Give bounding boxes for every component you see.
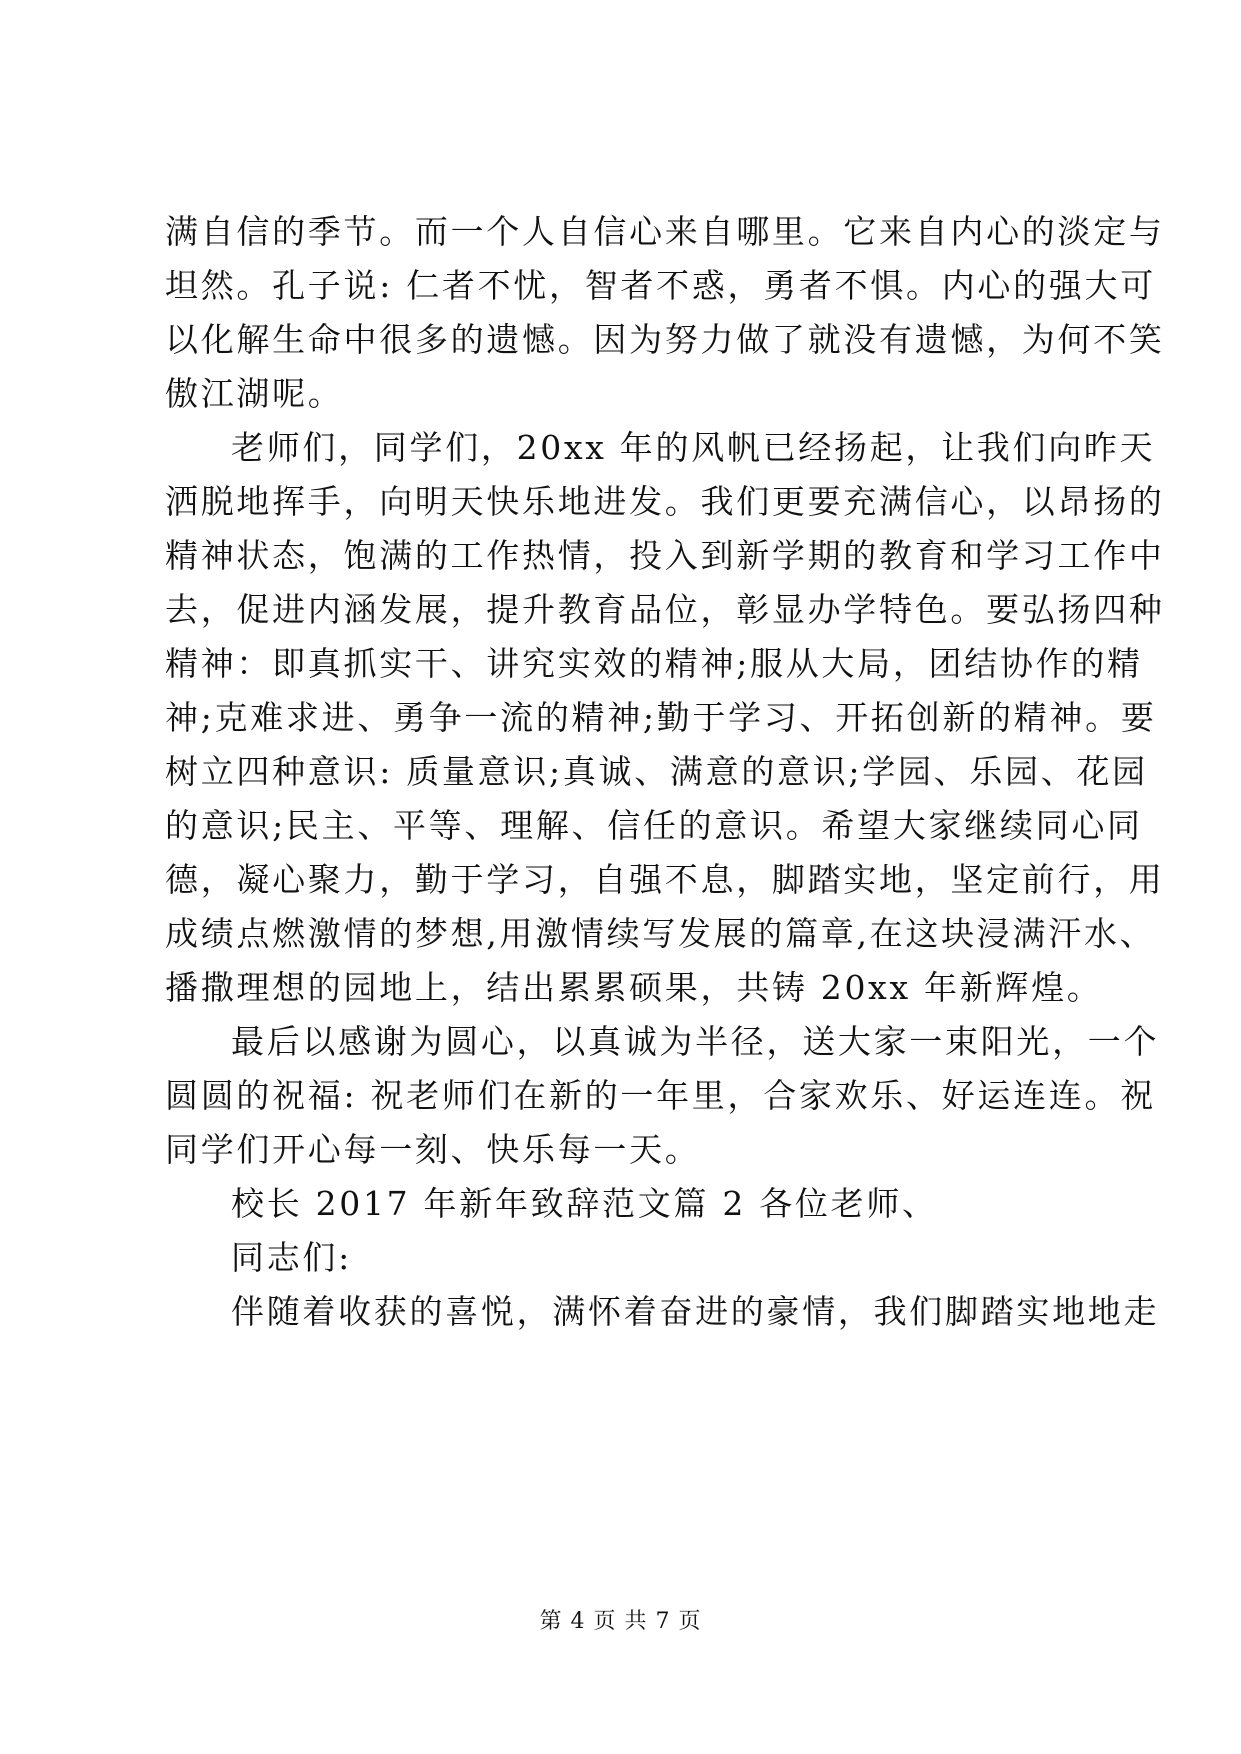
body-text-line: 坦然。孔子说: 仁者不忧，智者不惑，勇者不惧。内心的强大可 bbox=[165, 266, 1156, 305]
salutation-line: 同志们: bbox=[231, 1238, 352, 1277]
body-text-line: 的意识;民主、平等、理解、信任的意识。希望大家继续同心同 bbox=[165, 806, 1143, 845]
body-text-line: 圆圆的祝福: 祝老师们在新的一年里，合家欢乐、好运连连。祝 bbox=[165, 1076, 1156, 1115]
body-text-line: 播撒理想的园地上，结出累累硕果，共铸 20xx 年新辉煌。 bbox=[165, 968, 1103, 1007]
body-text-line: 同学们开心每一刻、快乐每一天。 bbox=[165, 1130, 701, 1169]
paragraph-first-line: 老师们，同学们，20xx 年的风帆已经扬起，让我们向昨天 bbox=[231, 428, 1156, 467]
page-number-footer: 第 4 页 共 7 页 bbox=[539, 1609, 702, 1634]
paragraph-first-line: 最后以感谢为圆心，以真诚为半径，送大家一束阳光，一个 bbox=[231, 1022, 1160, 1061]
body-text-line: 傲江湖呢。 bbox=[165, 374, 344, 413]
body-text-line: 德，凝心聚力，勤于学习，自强不息，脚踏实地，坚定前行，用 bbox=[165, 860, 1165, 899]
paragraph-first-line: 伴随着收获的喜悦，满怀着奋进的豪情，我们脚踏实地地走 bbox=[231, 1292, 1160, 1331]
body-text-line: 精神：即真抓实干、讲究实效的精神;服从大局，团结协作的精 bbox=[165, 644, 1143, 683]
body-text-line: 树立四种意识: 质量意识;真诚、满意的意识;学园、乐园、花园 bbox=[165, 752, 1148, 791]
body-text-line: 去，促进内涵发展，提升教育品位，彰显办学特色。要弘扬四种 bbox=[165, 590, 1165, 629]
body-text-line: 成绩点燃激情的梦想,用激情续写发展的篇章,在这块浸满汗水、 bbox=[165, 914, 1156, 953]
body-text-line: 洒脱地挥手，向明天快乐地进发。我们更要充满信心，以昂扬的 bbox=[165, 482, 1165, 521]
body-text-line: 精神状态，饱满的工作热情，投入到新学期的教育和学习工作中 bbox=[165, 536, 1165, 575]
body-text-line: 以化解生命中很多的遗憾。因为努力做了就没有遗憾，为何不笑 bbox=[165, 320, 1165, 359]
body-text-line: 满自信的季节。而一个人自信心来自哪里。它来自内心的淡定与 bbox=[165, 212, 1165, 251]
section-heading: 校长 2017 年新年致辞范文篇 2 各位老师、 bbox=[231, 1184, 938, 1223]
body-text-line: 神;克难求进、勇争一流的精神;勤于学习、开拓创新的精神。要 bbox=[165, 698, 1157, 737]
